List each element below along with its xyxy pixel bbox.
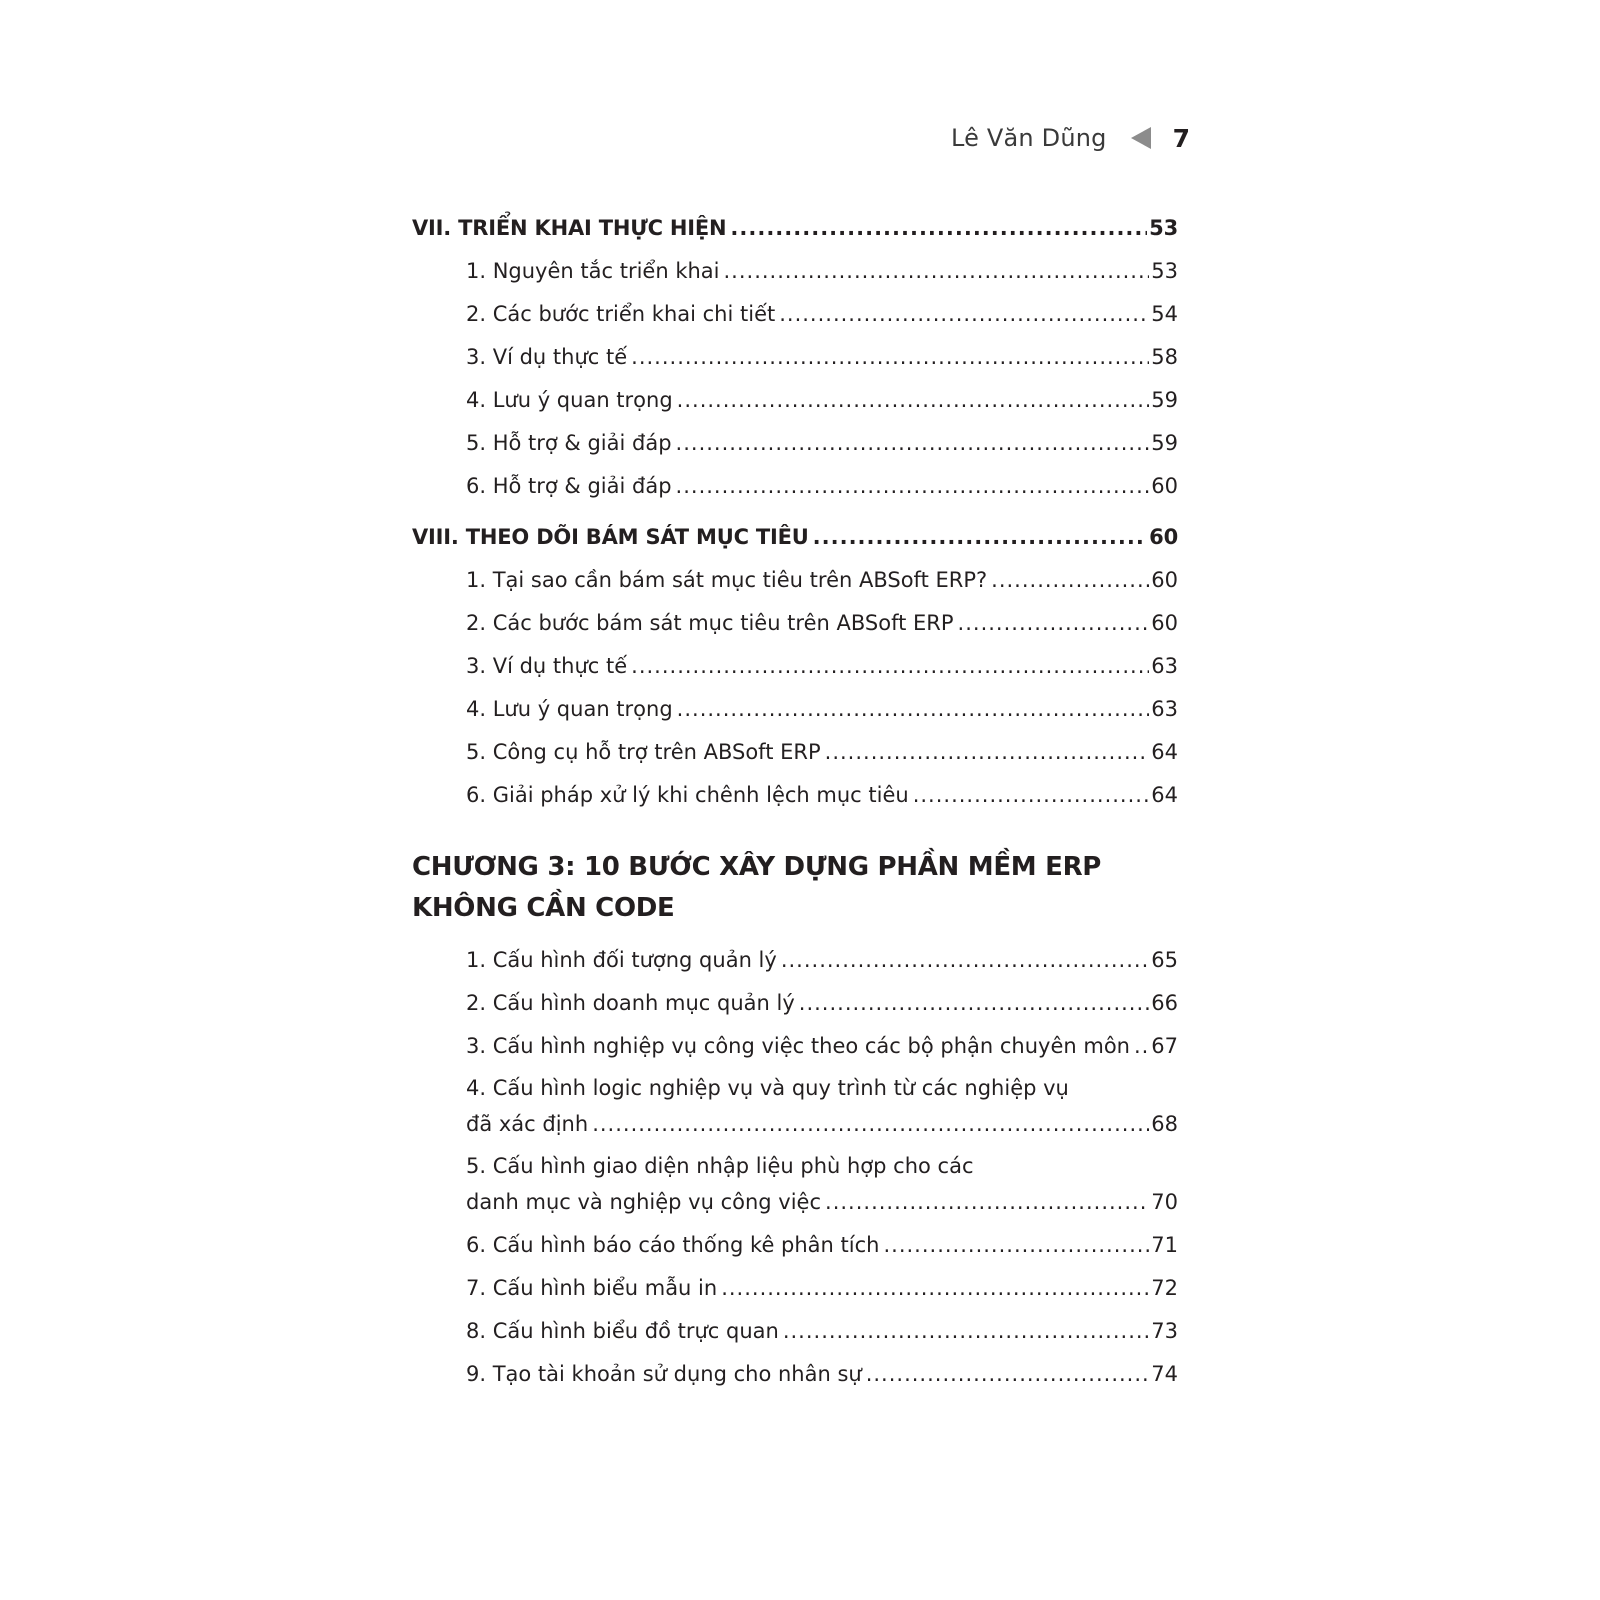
dot-leader [991,559,1149,602]
toc-entry[interactable] [412,465,1178,508]
toc-entry-title: 3. Cấu hình nghiệp vụ công việc theo các bộ phận chuyên môn [466,1034,1130,1058]
dot-leader [781,939,1149,982]
toc-page-number: 60 [1149,525,1178,549]
chapter-title-line1: CHƯƠNG 3: 10 BƯỚC XÂY DỰNG PHẦN MỀM ERP [412,852,1102,882]
dot-leader [799,982,1150,1025]
toc-page-number: 71 [1151,1233,1178,1257]
toc-entry[interactable] [412,336,1178,379]
dot-leader [813,516,1148,559]
toc-entry-multiline[interactable] [412,1068,1178,1146]
toc-entry[interactable] [412,602,1178,645]
toc-page-number: 59 [1151,431,1178,455]
toc-entry-title: 1. Tại sao cần bám sát mục tiêu trên ABSoft ERP? [466,568,988,592]
toc-entry[interactable] [412,250,1178,293]
dot-leader [883,1224,1149,1267]
toc-page-number: 53 [1149,216,1178,240]
toc-entry-title: 7. Cấu hình biểu mẫu in [466,1276,718,1300]
toc-entry-title: 6. Hỗ trợ & giải đáp [466,474,672,498]
dot-leader [677,688,1150,731]
toc-entry[interactable] [412,293,1178,336]
dot-leader [676,422,1150,465]
toc-entry-title: 1. Cấu hình đối tượng quản lý [466,948,777,972]
dot-leader [783,1310,1149,1353]
toc-page-number: 64 [1151,783,1178,807]
toc-entry[interactable] [412,939,1178,982]
toc-entry[interactable] [412,774,1178,817]
toc-entry[interactable] [412,1025,1178,1068]
toc-entry-title-line1: 5. Cấu hình giao diện nhập liệu phù hợp cho các [466,1154,974,1178]
toc-entry-title: 1. Nguyên tắc triển khai [466,259,720,283]
dot-leader [592,1104,1149,1144]
toc-section-title: VIII. THEO DÕI BÁM SÁT MỤC TIÊU [412,525,809,549]
toc-page-number: 67 [1151,1034,1178,1058]
toc-entry-title-line1: 4. Cấu hình logic nghiệp vụ và quy trình từ các nghiệp vụ [466,1076,1069,1100]
toc-entry[interactable] [412,1267,1178,1310]
toc-page-number: 72 [1151,1276,1178,1300]
toc-entry[interactable] [412,1310,1178,1353]
toc-entry[interactable] [412,731,1178,774]
toc-entry[interactable] [412,1224,1178,1267]
dot-leader [913,774,1150,817]
toc-entry-title: 3. Ví dụ thực tế [466,345,628,369]
page-header [951,118,1190,158]
toc-page-number: 63 [1151,697,1178,721]
toc-section-title: VII. TRIỂN KHAI THỰC HIỆN [412,216,727,240]
toc-page-number: 63 [1151,654,1178,678]
toc-page-number: 59 [1151,388,1178,412]
dot-leader [631,645,1149,688]
toc-page-number: 68 [1151,1112,1178,1136]
toc-page-number: 60 [1151,568,1178,592]
dot-leader [866,1353,1150,1396]
dot-leader [724,250,1150,293]
toc-entry[interactable] [412,422,1178,465]
dot-leader [825,731,1150,774]
toc-entry-title: 8. Cấu hình biểu đồ trực quan [466,1319,779,1343]
dot-leader [958,602,1150,645]
toc-entry-title-line2: danh mục và nghiệp vụ công việc [466,1190,822,1214]
dot-leader [779,293,1149,336]
toc-entry[interactable] [412,559,1178,602]
chapter-title[interactable] [412,847,1178,929]
toc-entry-title: 9. Tạo tài khoản sử dụng cho nhân sự [466,1362,862,1386]
dot-leader [825,1182,1149,1222]
toc-entry-title: 3. Ví dụ thực tế [466,654,628,678]
dot-leader [1134,1025,1149,1068]
toc-entry-title-line2: đã xác định [466,1112,589,1136]
toc-page-number: 58 [1151,345,1178,369]
toc-page-number: 65 [1151,948,1178,972]
toc-page-number: 66 [1151,991,1178,1015]
left-triangle-icon [1131,127,1151,149]
toc-page-number: 70 [1151,1190,1178,1214]
toc-entry-title: 2. Cấu hình doanh mục quản lý [466,991,795,1015]
dot-leader [677,379,1150,422]
chapter-title-line2: KHÔNG CẦN CODE [412,893,675,923]
toc-page-number: 74 [1151,1362,1178,1386]
toc-entry-title: 6. Cấu hình báo cáo thống kê phân tích [466,1233,880,1257]
toc-entry[interactable] [412,645,1178,688]
table-of-contents [412,207,1178,1396]
toc-entry[interactable] [412,982,1178,1025]
dot-leader [721,1267,1149,1310]
toc-section-vii[interactable] [412,207,1178,250]
toc-page-number: 64 [1151,740,1178,764]
author-name: Lê Văn Dũng [950,124,1107,152]
toc-entry-multiline[interactable] [412,1146,1178,1224]
toc-entry-title: 2. Các bước bám sát mục tiêu trên ABSoft ERP [466,611,954,635]
toc-entry[interactable] [412,1353,1178,1396]
toc-entry-title: 4. Lưu ý quan trọng [466,697,673,721]
page-number: 7 [1172,123,1190,153]
toc-entry-title: 5. Công cụ hỗ trợ trên ABSoft ERP [466,740,821,764]
toc-entry-title: 5. Hỗ trợ & giải đáp [466,431,672,455]
toc-page-number: 60 [1151,611,1178,635]
toc-page-number: 53 [1151,259,1178,283]
toc-page-number: 73 [1151,1319,1178,1343]
dot-leader [730,207,1147,250]
toc-entry-title: 6. Giải pháp xử lý khi chênh lệch mục tiêu [466,783,909,807]
toc-entry[interactable] [412,688,1178,731]
toc-entry-title: 2. Các bước triển khai chi tiết [466,302,776,326]
toc-section-viii[interactable] [412,516,1178,559]
toc-entry[interactable] [412,379,1178,422]
dot-leader [631,336,1149,379]
toc-page-number: 54 [1151,302,1178,326]
toc-page-number: 60 [1151,474,1178,498]
toc-entry-title: 4. Lưu ý quan trọng [466,388,673,412]
dot-leader [676,465,1150,508]
